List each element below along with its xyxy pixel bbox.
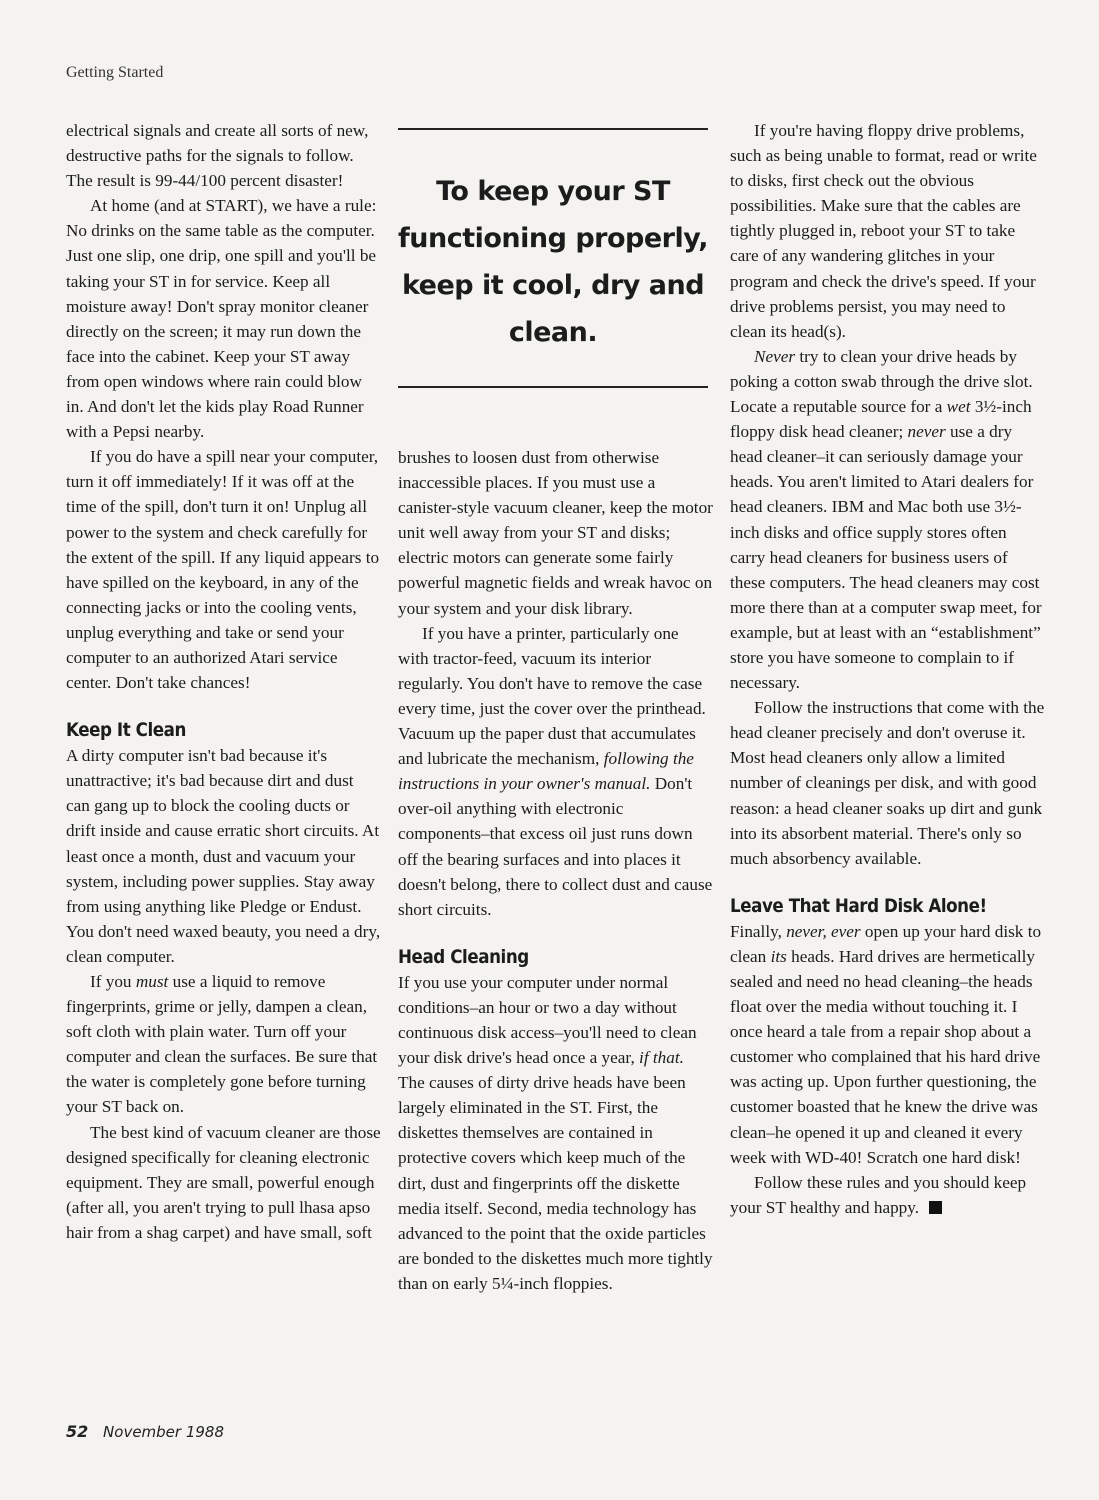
page-number: 52 [66, 1422, 89, 1441]
paragraph: electrical signals and create all sorts of new, destructive paths for the signals to follow. The result is 99-44/100 percent disaster! [66, 121, 369, 191]
paragraph: brushes to loosen dust from otherwise inaccessible places. If you must use a canister-style vacuum cleaner, keep the motor unit well away from your ST and disks; electric motors can generate some fairly powerful magnetic fields and wreak havoc on your system and your disk library. [398, 448, 713, 618]
paragraph: The best kind of vacuum cleaner are those designed specifically for cleaning electronic equipment. They are small, powerful enough (after all, you aren't trying to pull lhasa apso hair from a shag carpet) and have small, soft [66, 1122, 381, 1242]
paragraph: If you have a printer, particularly one with tractor-feed, vacuum its interior regularly. You don't have to remove the case every time, just the cover over the printhead. Vacuum up the paper dust that accumulates and lubricate the mechanism, following the instructions in your owner's manual. Don't over-oil anything with electronic components–that excess oil just runs down off the bearing surfaces and into places it doesn't belong, there to collect dust and cause short circuits. [398, 623, 713, 919]
pull-quote-text: To keep your ST functioning properly, keep it cool, dry and clean. [398, 176, 708, 348]
pull-quote [398, 128, 708, 390]
issue-date: November 1988 [103, 1423, 225, 1441]
pull-quote-top-rule [398, 128, 708, 130]
end-mark-icon [929, 1201, 942, 1214]
paragraph: Follow the instructions that come with the head cleaner precisely and don't overuse it. Most head cleaners only allow a limited number of cleanings per disk, and with good reason: a head cleaner soaks up dirt and gunk into its absorbent material. There's only so much absorbency available. [730, 698, 1045, 868]
subheading-keep-it-clean: Keep It Clean [66, 719, 186, 742]
paragraph: At home (and at START), we have a rule: No drinks on the same table as the computer. Just one slip, one drip, one spill and you'll be taking your ST in for service. Keep all moisture away! Don't spray monitor cleaner directly on the screen; it may run down the face into the cabinet. Keep your ST away from open windows where rain could blow in. And don't let the kids play Road Runner with a Pepsi nearby. [66, 196, 377, 442]
paragraph: If you use your computer under normal conditions–an hour or two a day without continuous disk access–you'll need to clean your disk drive's head once a year, if that. The causes of dirty drive heads have been largely eliminated in the ST. First, the diskettes themselves are contained in protective covers which keep much of the dirt, dust and fingerprints off the diskette media itself. Second, media technology has advanced to the point that the oxide particles are bonded to the diskettes much more tightly than on early 5¼-inch floppies. [398, 972, 713, 1293]
paragraph: A dirty computer isn't bad because it's unattractive; it's bad because dirt and dust can gang up to block the cooling ducts or drift inside and cause erratic short circuits. At least once a month, dust and vacuum your system, including power supplies. Stay away from using anything like Pledge or Endust. You don't need waxed beauty, you need a dry, clean computer. [66, 746, 381, 966]
pull-quote-bottom-rule [398, 386, 708, 388]
paragraph: Never try to clean your drive heads by poking a cotton swab through the drive slot. Locate a reputable source for a wet 3½-inch floppy disk head cleaner; never use a dry head cleaner–it can seriously damage your heads. You aren't limited to Atari dealers for head cleaners. IBM and Mac both use 3½-inch disks and office supply stores often carry head cleaners for business users of these computers. The head cleaners may cost more there than at a computer swap meet, for example, but at least with an “establishment” store you have someone to complain to if necessary. [730, 346, 1042, 693]
paragraph: Follow these rules and you should keep your ST healthy and happy. [730, 1172, 1027, 1217]
page-footer [66, 1422, 224, 1441]
section-label: Getting Started [66, 64, 164, 81]
paragraph: If you do have a spill near your computer, turn it off immediately! If it was off at the time of the spill, don't turn it on! Unplug all power to the system and check carefully for the extent of the spill. If any liquid appears to have spilled on the keyboard, in any of the connecting jacks or into the cooling vents, unplug everything and take or send your computer to an authorized Atari service center. Don't take chances! [66, 447, 380, 693]
subheading-leave-hard-disk: Leave That Hard Disk Alone! [730, 894, 987, 917]
column-1 [66, 118, 381, 1245]
subheading-head-cleaning: Head Cleaning [398, 945, 529, 968]
paragraph: Finally, never, ever open up your hard disk to clean its heads. Hard drives are hermetically sealed and need no head cleaning–the heads float over the media without touching it. I once heard a tale from a repair shop about a customer who complained that his hard drive was acting up. Upon further questioning, the customer boasted that he knew the drive was clean–he opened it up and cleaned it every week with WD-40! Scratch one hard disk! [730, 921, 1042, 1167]
column-3 [730, 118, 1045, 1220]
paragraph: If you must use a liquid to remove fingerprints, grime or jelly, dampen a clean, soft cloth with plain water. Turn off your computer and clean the surfaces. Be sure that the water is completely gone before turning your ST back on. [66, 972, 378, 1117]
column-2 [398, 445, 713, 1296]
paragraph: If you're having floppy drive problems, such as being unable to format, read or write to disks, first check out the obvious possibilities. Make sure that the cables are tightly plugged in, reboot your ST to take care of any wandering glitches in your program and check the drive's speed. If your drive problems persist, you may need to clean its head(s). [730, 121, 1037, 341]
